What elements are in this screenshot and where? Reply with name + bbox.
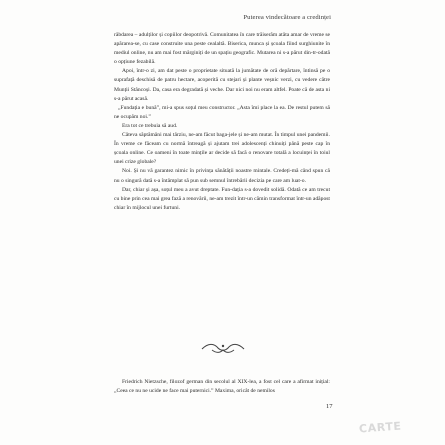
footnote [114,378,330,396]
paragraph: Apoi, într-o zi, am dat peste o proprietate situată la jumătate de oră depărtare, întinsă pe o suprafață deschisă de patru hectare, acoperită cu stejari și plante veșnic verzi, cu vedere către Munții Stâncoși. Da, casa era degradată și veche. Dar nici noi nu eram altfel. Poate că de asta ni s-a părut acasă. [114,68,330,102]
paragraph: rābdarea – adulților și copiilor deopotrivă. Comunitatea în care trăiserăm atâta amar de vreme se apărarea-se, cu case construite una peste cealaltă. Biserica, munca și școala fiind surghiunite în mediul online, nu am mai fost mărginiți de un spațiu geografic. Mutarea ni s-a părut din-tr-odată o opțiune fezabilă. [114,32,330,66]
paragraph: Câteva săptămâni mai târziu, ne-am făcut baga-jele și ne-am mutat. În timpul unei pandemii. În vreme ce făceam cu normă întreagă și ajutam trei adolescenți chinuiți până peste cap în școala online. Ce oameni în toate mințile ar decide să facă o renovare totală a locuinței în toiul unei crize globale? [114,132,330,166]
paragraph: „Fundația e bună”, mi-a spus soțul meu constructor. „Asta îmi place la ea. De restul putem să ne ocupăm noi.” [114,104,330,120]
section-ornament-icon [200,341,246,355]
paragraph: Dar, chiar și așa, soțul meu a avut dreptate. Fun-dația s-a dovedit solidă. Odată ce am trecut cu bine prin cea mai grea fază a renovării, ne-am trezit într-un cămin transformat într-un adăpost chiar în mijlocul unei furtuni. [114,186,330,211]
main-text [114,31,330,213]
running-header: Puterea vindecătoare a credinței [243,14,331,21]
paragraph: Era tot ce trebuia să aud. [122,122,178,129]
paragraph: Noi. Și nu vă garantez nimic în privința sănătății noastre mintale. Credeți-mă când spun că nu o singură dată s-a întâmplat să pun sub semnul întrebării decizia pe care am luat-o. [114,168,330,184]
page-number: 17 [326,403,333,410]
watermark: CARTE [358,419,402,436]
footnote-text: Friedrich Nietzsche, filozof german din secolul al XIX-lea, a fost cel care a afirmat inițial: „Ceea ce nu ne ucide ne face mai puternici.” Maxima, oricât de nemilos [114,379,330,395]
